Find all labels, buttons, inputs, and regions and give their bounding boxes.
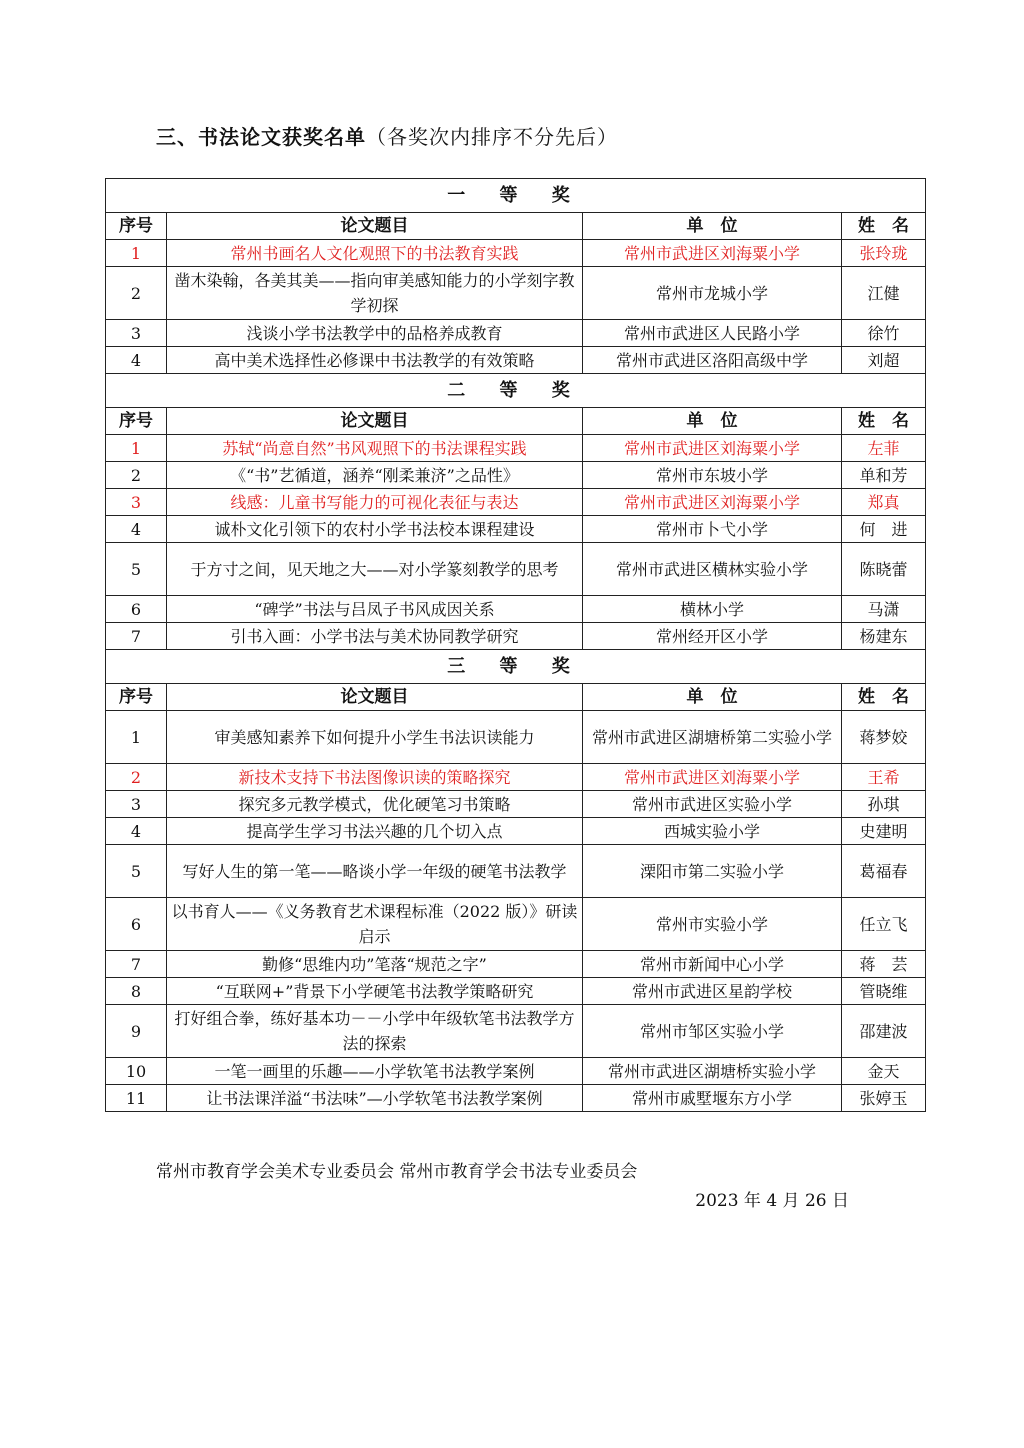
author-name-cell: 邵建波	[842, 1005, 926, 1058]
table-row	[106, 516, 926, 543]
column-header-paper-title: 论文题目	[167, 408, 583, 435]
serial-number-cell: 1	[106, 711, 167, 764]
author-name-cell: 史建明	[842, 818, 926, 845]
column-header-serial-number: 序号	[106, 213, 167, 240]
table-row	[106, 951, 926, 978]
paper-title-cell: 让书法课洋溢“书法味”—小学软笔书法教学案例	[167, 1085, 583, 1112]
paper-title-cell: 于方寸之间，见天地之大——对小学篆刻教学的思考	[167, 543, 583, 596]
column-header-school-unit: 单 位	[583, 684, 842, 711]
section-heading-note: （各奖次内排序不分先后）	[366, 125, 618, 149]
serial-number-cell: 7	[106, 951, 167, 978]
author-name-cell: 马潇	[842, 596, 926, 623]
paper-title-cell: 常州书画名人文化观照下的书法教育实践	[167, 240, 583, 267]
footer-date: 2023 年 4 月 26 日	[695, 1191, 849, 1211]
school-unit-cell: 常州市武进区横林实验小学	[583, 543, 842, 596]
school-unit-cell: 常州市实验小学	[583, 898, 842, 951]
paper-title-cell: 新技术支持下书法图像识读的策略探究	[167, 764, 583, 791]
school-unit-cell: 横林小学	[583, 596, 842, 623]
school-unit-cell: 常州市武进区湖塘桥实验小学	[583, 1058, 842, 1085]
paper-title-cell: 打好组合拳，练好基本功－－小学中年级软笔书法教学方法的探索	[167, 1005, 583, 1058]
author-name-cell: 江健	[842, 267, 926, 320]
paper-title-cell: 《“书”艺循道，涵养“刚柔兼济”之品性》	[167, 462, 583, 489]
table-row	[106, 320, 926, 347]
column-header-paper-title: 论文题目	[167, 213, 583, 240]
serial-number-cell: 8	[106, 978, 167, 1005]
table-row	[106, 623, 926, 650]
award-level-title: 三 等 奖	[106, 650, 926, 684]
table-row	[106, 791, 926, 818]
column-header-author-name: 姓 名	[842, 408, 926, 435]
author-name-cell: 单和芳	[842, 462, 926, 489]
author-name-cell: 葛福春	[842, 845, 926, 898]
school-unit-cell: 常州市武进区实验小学	[583, 791, 842, 818]
school-unit-cell: 常州市东坡小学	[583, 462, 842, 489]
school-unit-cell: 常州市武进区刘海粟小学	[583, 764, 842, 791]
author-name-cell: 左菲	[842, 435, 926, 462]
table-row	[106, 462, 926, 489]
school-unit-cell: 常州市邹区实验小学	[583, 1005, 842, 1058]
serial-number-cell: 5	[106, 845, 167, 898]
serial-number-cell: 2	[106, 764, 167, 791]
author-name-cell: 金天	[842, 1058, 926, 1085]
author-name-cell: 郑真	[842, 489, 926, 516]
serial-number-cell: 3	[106, 489, 167, 516]
school-unit-cell: 常州市武进区刘海粟小学	[583, 435, 842, 462]
school-unit-cell: 溧阳市第二实验小学	[583, 845, 842, 898]
serial-number-cell: 3	[106, 791, 167, 818]
school-unit-cell: 常州经开区小学	[583, 623, 842, 650]
author-name-cell: 蒋梦姣	[842, 711, 926, 764]
school-unit-cell: 常州市武进区湖塘桥第二实验小学	[583, 711, 842, 764]
paper-title-cell: 以书育人——《义务教育艺术课程标准（2022 版）》研读启示	[167, 898, 583, 951]
school-unit-cell: 常州市武进区人民路小学	[583, 320, 842, 347]
author-name-cell: 何 进	[842, 516, 926, 543]
school-unit-cell: 常州市武进区洛阳高级中学	[583, 347, 842, 374]
serial-number-cell: 10	[106, 1058, 167, 1085]
column-header-row	[106, 213, 926, 240]
paper-title-cell: 审美感知素养下如何提升小学生书法识读能力	[167, 711, 583, 764]
column-header-author-name: 姓 名	[842, 213, 926, 240]
column-header-serial-number: 序号	[106, 684, 167, 711]
table-row	[106, 845, 926, 898]
serial-number-cell: 6	[106, 898, 167, 951]
paper-title-cell: 提高学生学习书法兴趣的几个切入点	[167, 818, 583, 845]
paper-title-cell: 诚朴文化引领下的农村小学书法校本课程建设	[167, 516, 583, 543]
awards-table	[105, 178, 926, 1112]
award-level-row	[106, 179, 926, 213]
section-heading	[156, 121, 618, 150]
column-header-school-unit: 单 位	[583, 213, 842, 240]
paper-title-cell: 勤修“思维内功”笔落“规范之字”	[167, 951, 583, 978]
author-name-cell: 徐竹	[842, 320, 926, 347]
school-unit-cell: 常州市新闻中心小学	[583, 951, 842, 978]
column-header-author-name: 姓 名	[842, 684, 926, 711]
serial-number-cell: 2	[106, 267, 167, 320]
paper-title-cell: “碑学”书法与吕凤子书风成因关系	[167, 596, 583, 623]
author-name-cell: 蒋 芸	[842, 951, 926, 978]
serial-number-cell: 9	[106, 1005, 167, 1058]
column-header-row	[106, 684, 926, 711]
serial-number-cell: 7	[106, 623, 167, 650]
table-row	[106, 818, 926, 845]
column-header-serial-number: 序号	[106, 408, 167, 435]
award-level-row	[106, 374, 926, 408]
paper-title-cell: 探究多元教学模式，优化硬笔习书策略	[167, 791, 583, 818]
table-row	[106, 240, 926, 267]
column-header-school-unit: 单 位	[583, 408, 842, 435]
table-row	[106, 898, 926, 951]
table-row	[106, 764, 926, 791]
paper-title-cell: 苏轼“尚意自然”书风观照下的书法课程实践	[167, 435, 583, 462]
award-level-row	[106, 650, 926, 684]
serial-number-cell: 11	[106, 1085, 167, 1112]
serial-number-cell: 6	[106, 596, 167, 623]
author-name-cell: 管晓维	[842, 978, 926, 1005]
table-row	[106, 1085, 926, 1112]
author-name-cell: 张婷玉	[842, 1085, 926, 1112]
table-row	[106, 267, 926, 320]
school-unit-cell: 常州市武进区星韵学校	[583, 978, 842, 1005]
column-header-paper-title: 论文题目	[167, 684, 583, 711]
paper-title-cell: 引书入画：小学书法与美术协同教学研究	[167, 623, 583, 650]
table-row	[106, 596, 926, 623]
award-level-title: 二 等 奖	[106, 374, 926, 408]
paper-title-cell: 线感：儿童书写能力的可视化表征与表达	[167, 489, 583, 516]
serial-number-cell: 4	[106, 818, 167, 845]
serial-number-cell: 1	[106, 240, 167, 267]
award-level-title: 一 等 奖	[106, 179, 926, 213]
author-name-cell: 杨建东	[842, 623, 926, 650]
serial-number-cell: 2	[106, 462, 167, 489]
paper-title-cell: 凿木染翰，各美其美——指向审美感知能力的小学刻字教学初探	[167, 267, 583, 320]
column-header-row	[106, 408, 926, 435]
author-name-cell: 孙琪	[842, 791, 926, 818]
table-row	[106, 978, 926, 1005]
table-row	[106, 1058, 926, 1085]
paper-title-cell: 高中美术选择性必修课中书法教学的有效策略	[167, 347, 583, 374]
author-name-cell: 刘超	[842, 347, 926, 374]
table-row	[106, 543, 926, 596]
table-row	[106, 1005, 926, 1058]
table-row	[106, 435, 926, 462]
paper-title-cell: 一笔一画里的乐趣——小学软笔书法教学案例	[167, 1058, 583, 1085]
table-row	[106, 347, 926, 374]
school-unit-cell: 西城实验小学	[583, 818, 842, 845]
serial-number-cell: 1	[106, 435, 167, 462]
school-unit-cell: 常州市武进区刘海粟小学	[583, 240, 842, 267]
serial-number-cell: 3	[106, 320, 167, 347]
author-name-cell: 任立飞	[842, 898, 926, 951]
table-row	[106, 489, 926, 516]
school-unit-cell: 常州市戚墅堰东方小学	[583, 1085, 842, 1112]
footer-organizations: 常州市教育学会美术专业委员会 常州市教育学会书法专业委员会	[156, 1162, 638, 1182]
school-unit-cell: 常州市龙城小学	[583, 267, 842, 320]
serial-number-cell: 5	[106, 543, 167, 596]
paper-title-cell: 写好人生的第一笔——略谈小学一年级的硬笔书法教学	[167, 845, 583, 898]
school-unit-cell: 常州市武进区刘海粟小学	[583, 489, 842, 516]
paper-title-cell: 浅谈小学书法教学中的品格养成教育	[167, 320, 583, 347]
serial-number-cell: 4	[106, 516, 167, 543]
author-name-cell: 王希	[842, 764, 926, 791]
author-name-cell: 陈晓蕾	[842, 543, 926, 596]
author-name-cell: 张玲珑	[842, 240, 926, 267]
school-unit-cell: 常州市卜弋小学	[583, 516, 842, 543]
table-row	[106, 711, 926, 764]
section-heading-title: 三、书法论文获奖名单	[156, 125, 366, 149]
serial-number-cell: 4	[106, 347, 167, 374]
paper-title-cell: “互联网+”背景下小学硬笔书法教学策略研究	[167, 978, 583, 1005]
